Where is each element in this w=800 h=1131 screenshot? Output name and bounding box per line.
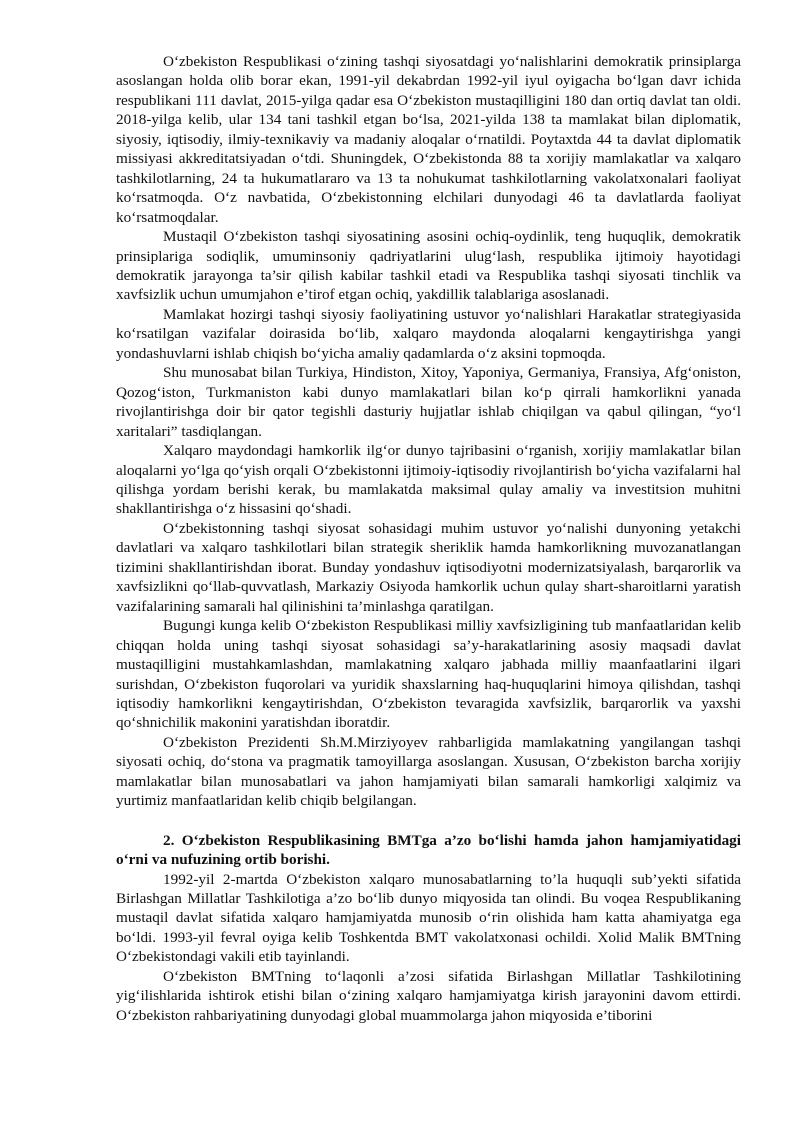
paragraph-international-cooperation: Xalqaro maydondagi hamkorlik ilg‘or dunyo tajribasini o‘rganish, xorijiy mamlakatlar bilan aloqalarni yo‘lga qo‘yish orqali O‘zbekistonni ijtimoiy-iqtisodiy rivojlantirish bo‘yicha vazifalarni hal qilishga yordam berishi kerak, bu mamlakatda maksimal qulay amaliy va investitsion muhitni shakllantirishga o‘z hissasini qo‘shadi. (116, 442, 741, 518)
section-gap (116, 811, 741, 831)
section-heading: 2. O‘zbekiston Respublikasining BMTga a’zo bo‘lishi hamda jahon hamjamiyatidagi o‘rni va nufuzining ortib borishi. (116, 831, 741, 869)
paragraph-partner-countries: Shu munosabat bilan Turkiya, Hindiston, Xitoy, Yaponiya, Germaniya, Fransiya, Afg‘oniston, Qozog‘iston, Turkmaniston kabi dunyo mamlakatlari bilan ko‘p qirrali hamkorlikni yanada rivojlantirishga doir bir qator tegishli dasturiy hujjatlar ishlab chiqilgan va qabul qilingan, “yo‘l xaritalari” tasdiqlangan. (116, 364, 741, 440)
paragraph-president-policy: O‘zbekiston Prezidenti Sh.M.Mirziyoyev rahbarligida mamlakatning yangilangan tashqi siyosati ochiq, do‘stona va pragmatik tamoyillarga asoslangan. Xususan, O‘zbekiston barcha xorijiy mamlakatlar bilan munosabatlari va jahon hamjamiyati bilan samarali hamkorligi xalqimiz va yurtimiz manfaatlaridan kelib chiqib belgilangan. (116, 733, 741, 810)
paragraph-priority-directions: Mamlakat hozirgi tashqi siyosiy faoliyatining ustuvor yo‘nalishlari Harakatlar strategiyasida ko‘rsatilgan vazifalar doirasida bo‘lib, xalqaro maydonda aloqalarni kengaytirishga yangi yondashuvlarni ishlab chiqish bo‘yicha amaliy qadamlarda o‘z aksini topmoqda. (116, 305, 741, 362)
paragraph-un-membership: 1992-yil 2-martda O‘zbekiston xalqaro munosabatlarning to’la huquqli sub’yekti sifatida Birlashgan Millatlar Tashkilotiga a’zo bo‘lib dunyo miqyosida tan olindi. Bu voqea Respublikaning mustaqil davlat sifatida xalqaro hamjamiyatda munosib o‘rin olishida ham katta ahamiyatga ega bo‘ldi. 1993-yil fevral oyiga kelib Toshkentda BMT vakolatxonasi ochildi. Xolid Malik BMTning O‘zbekistondagi vakili etib tayinlandi. (116, 870, 741, 966)
paragraph-un-participation: O‘zbekiston BMTning to‘laqonli a’zosi sifatida Birlashgan Millatlar Tashkilotining yig‘ilishlarida ishtirok etishi bilan o‘zining xalqaro hamjamiyatga kirish jarayonini davom ettirdi. O‘zbekiston rahbariyatining dunyodagi global muammolarga jahon miqyosida e’tiborini (116, 967, 741, 1024)
document-page (116, 52, 741, 1025)
paragraph-national-security-goals: Bugungi kunga kelib O‘zbekiston Respublikasi milliy xavfsizligining tub manfaatlaridan kelib chiqqan holda uning tashqi siyosat sohasidagi sa’y-harakatlarining asosiy maqsadi davlat mustaqilligini mustahkamlashdan, mamlakatning xalqaro jabhada milliy maanfaatlarini ilgari surishdan, O‘zbekiston fuqorolari va yuridik shaxslarning haq-huquqlarini himoya qilishdan, tashqi iqtisodiy hamkorlikni kengaytirishdan, O‘zbekiston tevaragida xavfsizlik, barqarorlik va yaxshi qo‘shnichilik makonini yaratishdan iboratdir. (116, 617, 741, 732)
paragraph-recognition: O‘zbekiston Respublikasi o‘zining tashqi siyosatdagi yo‘nalishlarini demokratik prinsiplarga asoslangan holda olib borar ekan, 1991-yil dekabrdan 1992-yil iyul oyigacha bo‘lgan davr ichida respublikani 111 davlat, 2015-yilga qadar esa O‘zbekiston mustaqilligini 180 dan ortiq davlat tan oldi. 2018-yilga kelib, ular 134 tani tashkil etgan bo‘lsa, 2021-yilda 138 ta mamlakat bilan diplomatik, siyosiy, iqtisodiy, ilmiy-texnikaviy va madaniy aloqalar o‘rnatildi. Poytaxtda 44 ta davlat diplomatik missiyasi akkreditatsiyadan o‘tdi. Shuningdek, O‘zbekistonda 88 ta xorijiy mamlakatlar va xalqaro tashkilotlarning, 24 ta hukumatlararo va 13 ta nohukumat tashkilotlarning vakolatxonalari faoliyat ko‘rsatmoqda. O‘z navbatida, O‘zbekistonning elchilari dunyodagi 46 ta davlatlarda faoliyat ko‘rsatmoqdalar. (116, 53, 741, 226)
paragraph-foreign-policy-basis: Mustaqil O‘zbekiston tashqi siyosatining asosini ochiq-oydinlik, teng huquqlik, demokratik prinsiplariga sodiqlik, umuminsoniy qadriyatlarini ulug‘lash, respublika ijtimoiy hayotidagi demokratik jarayonga ta’sir qilish kabilar tashkil etadi va Respublika tashqi siyosati tinchlik va xavfsizlik uchun umumjahon e’tirof etgan ochiq, yakdillik talablariga asoslanadi. (116, 228, 741, 304)
paragraph-strategic-partnership: O‘zbekistonning tashqi siyosat sohasidagi muhim ustuvor yo‘nalishi dunyoning yetakchi davlatlari va xalqaro tashkilotlari bilan strategik sheriklik hamda hamkorlikning muvozanatlangan tizimini shakllantirishdan iborat. Bunday yondashuv iqtisodiyotni modernizatsiyalash, barqarorlik va xavfsizlikni qo‘llab-quvvatlash, Markaziy Osiyoda hamkorlik uchun qulay shart-sharoitlarni yaratish vazifalarining samarali hal qilinishini ta’minlashga qaratilgan. (116, 519, 741, 615)
